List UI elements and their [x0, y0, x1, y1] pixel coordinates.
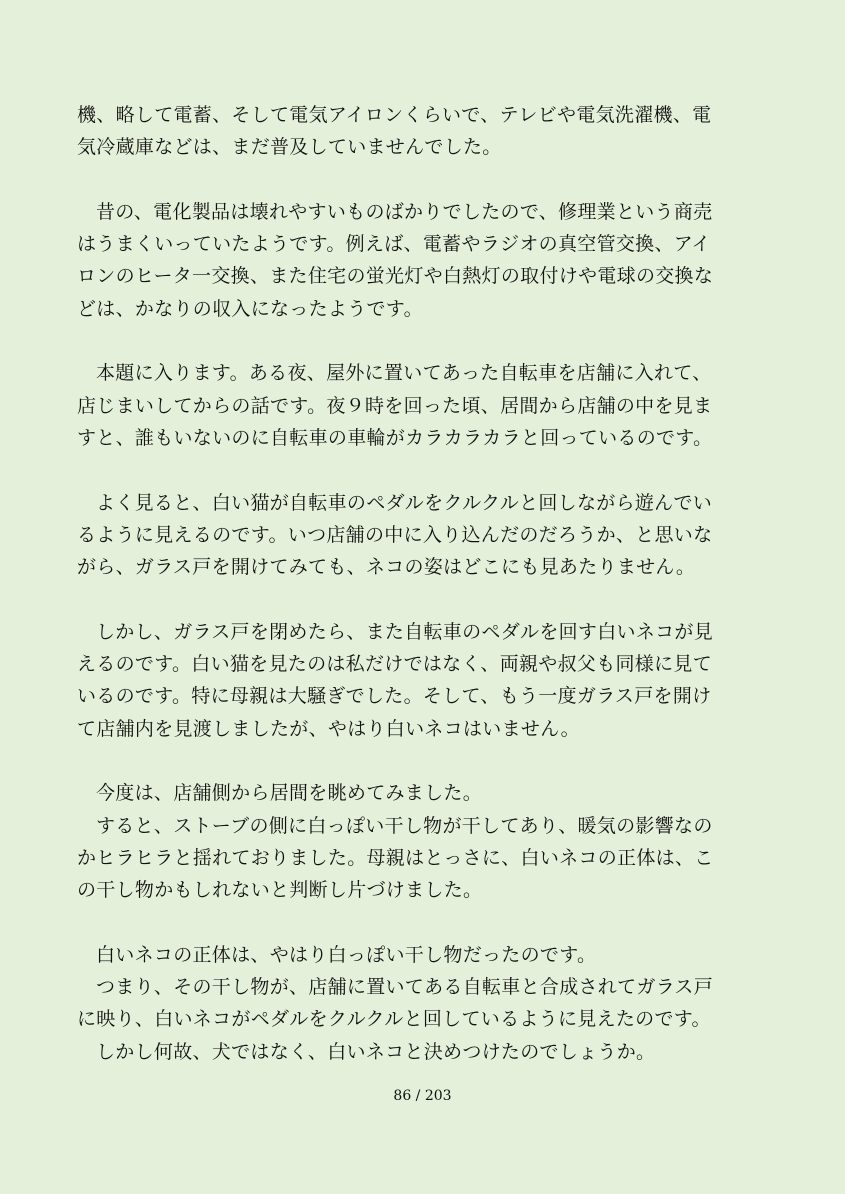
text-line: に映り、白いネコがペダルをクルクルと回しているように見えたのです。	[77, 1008, 711, 1031]
text-line: 昔の、電化製品は壊れやすいものばかりでしたので、修理業という商売	[96, 200, 713, 223]
text-line: るように見えるのです。いつ店舗の中に入り込んだのだろうか、と思いな	[77, 523, 713, 546]
text-line: 本題に入ります。ある夜、屋外に置いてあった自転車を店舗に入れて、	[96, 362, 712, 385]
text-line: 店じまいしてからの話です。夜９時を回った頃、居間から店舗の中を見ま	[77, 394, 713, 417]
text-line: かヒラヒラと揺れておりました。母親はとっさに、白いネコの正体は、こ	[77, 846, 714, 869]
text-line: 白いネコの正体は、やはり白っぽい干し物だったのです。	[96, 943, 597, 966]
text-line: て店舗内を見渡しましたが、やはり白いネコはいません。	[77, 717, 580, 740]
paragraph-gap	[77, 906, 745, 938]
paragraph-gap	[77, 745, 745, 777]
text-line: 気冷蔵庫などは、まだ普及していませんでした。	[77, 136, 502, 159]
text-line: の干し物かもしれないと判断し片づけました。	[77, 879, 483, 902]
text-line: しかし何故、犬ではなく、白いネコと決めつけたのでしょうか。	[96, 1040, 656, 1063]
paragraph-gap	[77, 583, 745, 615]
paragraph-gap	[77, 164, 745, 196]
page-number: 86 / 203	[393, 1088, 452, 1104]
text-line: いるのです。特に母親は大騒ぎでした。そして、もう一度ガラス戸を開け	[77, 685, 712, 708]
text-line: しかし、ガラス戸を閉めたら、また自転車のペダルを回す白いネコが見	[96, 620, 714, 643]
text-line: 今度は、店舗側から居間を眺めてみました。	[96, 782, 483, 805]
body-text	[77, 99, 745, 1068]
text-line: ロンのヒータ一交換、また住宅の蛍光灯や白熱灯の取付けや電球の交換な	[77, 265, 714, 288]
paragraph-gap	[77, 454, 745, 486]
text-line: 機、略して電蓄、そして電気アイロンくらいで、テレビや電気洗濯機、電	[77, 104, 712, 126]
text-line: よく見ると、白い猫が自転車のペダルをクルクルと回しながら遊んでい	[96, 491, 713, 514]
text-line: すと、誰もいないのに自転車の車輪がカラカラカラと回っているのです。	[77, 426, 713, 449]
text-line: つまり、その干し物が、店舗に置いてある自転車と合成されてガラス戸	[96, 976, 714, 999]
paragraph-gap	[77, 325, 745, 357]
text-line: すると、ストーブの側に白っぽい干し物が干してあり、暖気の影響なの	[96, 814, 713, 837]
text-line: どは、かなりの収入になったようです。	[77, 297, 423, 320]
text-line: がら、ガラス戸を開けてみても、ネコの姿はどこにも見あたりません。	[77, 556, 696, 579]
text-line: えるのです。白い猫を見たのは私だけではなく、両親や叔父も同様に見て	[77, 653, 713, 676]
text-line: はうまくいっていたようです。例えば、電蓄やラジオの真空管交換、アイ	[77, 233, 711, 256]
